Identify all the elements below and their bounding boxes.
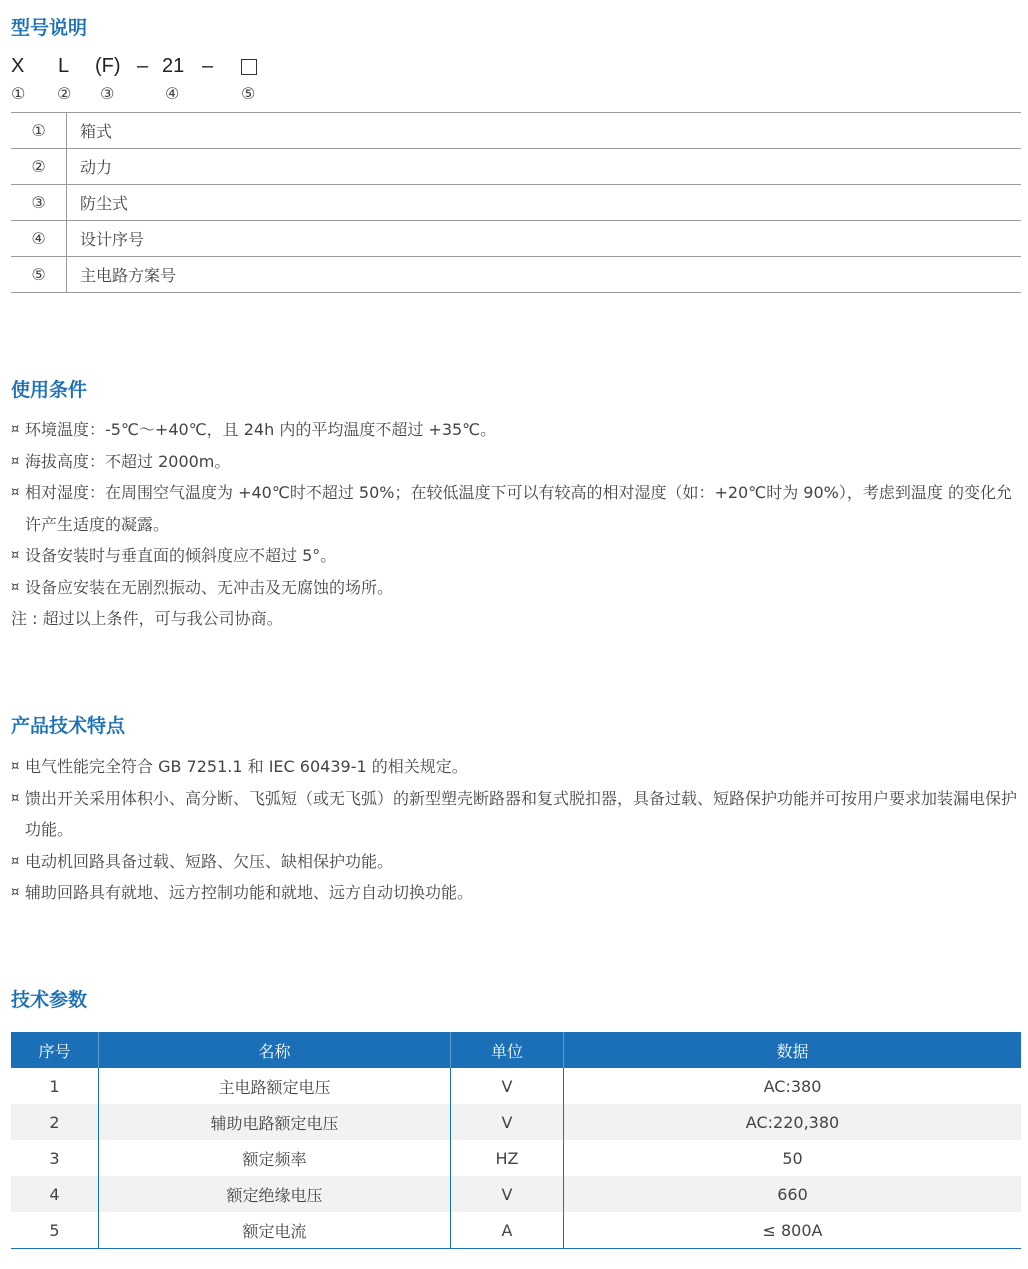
- table-cell: 5: [11, 1212, 99, 1249]
- code-index: ③: [100, 84, 115, 103]
- code-index: ⑤: [241, 84, 256, 103]
- model-row-num: ③: [11, 185, 67, 221]
- table-row: [11, 1068, 1021, 1104]
- list-item-text: 馈出开关采用体积小、高分断、飞弧短（或无飞弧）的新型塑壳断路器和复式脱扣器，具备过载、短路保护功能并可按用户要求加装漏电保护功能。: [25, 788, 1018, 839]
- table-cell: V: [451, 1104, 564, 1140]
- bullet-icon: ¤: [11, 485, 20, 500]
- model-row-num: ⑤: [11, 257, 67, 293]
- bullet-icon: ¤: [11, 759, 20, 774]
- table-cell: A: [451, 1212, 564, 1249]
- bullet-icon: ¤: [11, 422, 20, 437]
- code-part: (F): [95, 55, 121, 77]
- table-cell: 额定绝缘电压: [99, 1176, 451, 1212]
- model-code: [11, 55, 411, 81]
- table-cell: HZ: [451, 1140, 564, 1176]
- bullet-icon: ¤: [11, 790, 20, 806]
- list-item-text: 环境温度：-5℃～+40℃，且 24h 内的平均温度不超过 +35℃。: [25, 420, 497, 439]
- list-item: [11, 783, 1023, 846]
- code-index: ②: [57, 84, 72, 103]
- table-row: [11, 221, 1021, 257]
- table-row: [11, 1212, 1021, 1249]
- table-row: [11, 149, 1021, 185]
- section-title-conditions: 使用条件: [11, 379, 88, 401]
- header-cell: 序号: [11, 1032, 99, 1068]
- table-cell: 辅助电路额定电压: [99, 1104, 451, 1140]
- bullet-icon: ¤: [11, 453, 20, 469]
- table-row: [11, 257, 1021, 293]
- section-title-params: 技术参数: [11, 989, 88, 1011]
- list-item-text: 海拔高度：不超过 2000m。: [25, 451, 231, 471]
- table-cell: V: [451, 1176, 564, 1212]
- list-item: [11, 572, 1023, 604]
- table-cell: 2: [11, 1104, 99, 1140]
- conditions-note: 注 : 超过以上条件，可与我公司协商。: [11, 609, 283, 628]
- bullet-icon: ¤: [11, 548, 20, 563]
- list-item-text: 设备安装时与垂直面的倾斜度应不超过 5°。: [25, 546, 337, 565]
- model-row-desc: 箱式: [67, 113, 1022, 149]
- list-item: [11, 540, 1023, 572]
- list-item: [11, 846, 1023, 878]
- model-row-desc: 设计序号: [67, 221, 1022, 257]
- list-item: [11, 446, 1023, 478]
- code-part: 21: [162, 55, 185, 77]
- model-row-num: ④: [11, 221, 67, 257]
- table-row: [11, 1176, 1021, 1212]
- code-index: ④: [165, 84, 180, 103]
- list-item-text: 辅助回路具有就地、远方控制功能和就地、远方自动切换功能。: [25, 883, 474, 902]
- table-cell: AC:380: [763, 1076, 822, 1096]
- header-cell: 单位: [451, 1032, 564, 1068]
- list-item-text: 相对湿度：在周围空气温度为 +40℃时不超过 50%；在较低温度下可以有较高的相对湿度（如：+20℃时为 90%），考虑到温度 的变化允许产生适度的凝露。: [25, 483, 1012, 534]
- table-cell: 额定电流: [99, 1212, 451, 1249]
- list-item: [11, 414, 1023, 446]
- bullet-icon: ¤: [11, 579, 20, 595]
- list-item: [11, 751, 1023, 783]
- list-item-text: 设备应安装在无剧烈振动、无冲击及无腐蚀的场所。: [25, 577, 394, 597]
- model-row-desc: 防尘式: [67, 185, 1022, 221]
- model-row-desc: 动力: [67, 149, 1022, 185]
- list-item-text: 电气性能完全符合 GB 7251.1 和 IEC 60439-1 的相关规定。: [25, 757, 468, 776]
- table-row: [11, 1140, 1021, 1176]
- params-table: [11, 1032, 1021, 1249]
- model-row-num: ①: [11, 113, 67, 149]
- model-table: [11, 112, 1021, 293]
- list-item: [11, 477, 1023, 540]
- table-row: [11, 1104, 1021, 1140]
- section-title-features: 产品技术特点: [11, 715, 126, 737]
- table-cell: 主电路额定电压: [99, 1068, 451, 1104]
- table-cell: 660: [564, 1176, 1022, 1212]
- table-cell: AC:220,380: [564, 1104, 1022, 1140]
- header-cell: 数据: [564, 1032, 1022, 1068]
- code-part: X: [11, 55, 25, 77]
- table-cell: V: [451, 1068, 564, 1104]
- table-cell: 50: [782, 1148, 803, 1168]
- table-cell: ≤ 800A: [564, 1212, 1022, 1249]
- code-part: –: [202, 55, 214, 77]
- list-item-text: 电动机回路具备过载、短路、欠压、缺相保护功能。: [25, 851, 394, 871]
- bullet-icon: ¤: [11, 885, 20, 900]
- table-header-row: [11, 1032, 1021, 1068]
- code-part: L: [58, 55, 70, 77]
- section-title-model: 型号说明: [11, 17, 88, 39]
- model-row-desc: 主电路方案号: [67, 257, 1022, 293]
- table-cell: 1: [11, 1068, 99, 1104]
- table-row: [11, 185, 1021, 221]
- list-item: [11, 877, 1023, 909]
- table-cell: 3: [11, 1140, 99, 1176]
- header-cell: 名称: [99, 1032, 451, 1068]
- model-code-index: [11, 84, 411, 104]
- code-part: –: [137, 55, 149, 77]
- code-index: ①: [11, 84, 26, 103]
- bullet-icon: ¤: [11, 853, 20, 869]
- table-row: [11, 113, 1021, 149]
- conditions-list: [11, 414, 1023, 635]
- table-cell: 4: [11, 1176, 99, 1212]
- code-placeholder-box: [241, 55, 257, 81]
- features-list: [11, 751, 1023, 909]
- table-cell: 额定频率: [99, 1140, 451, 1176]
- model-row-num: ②: [11, 149, 67, 185]
